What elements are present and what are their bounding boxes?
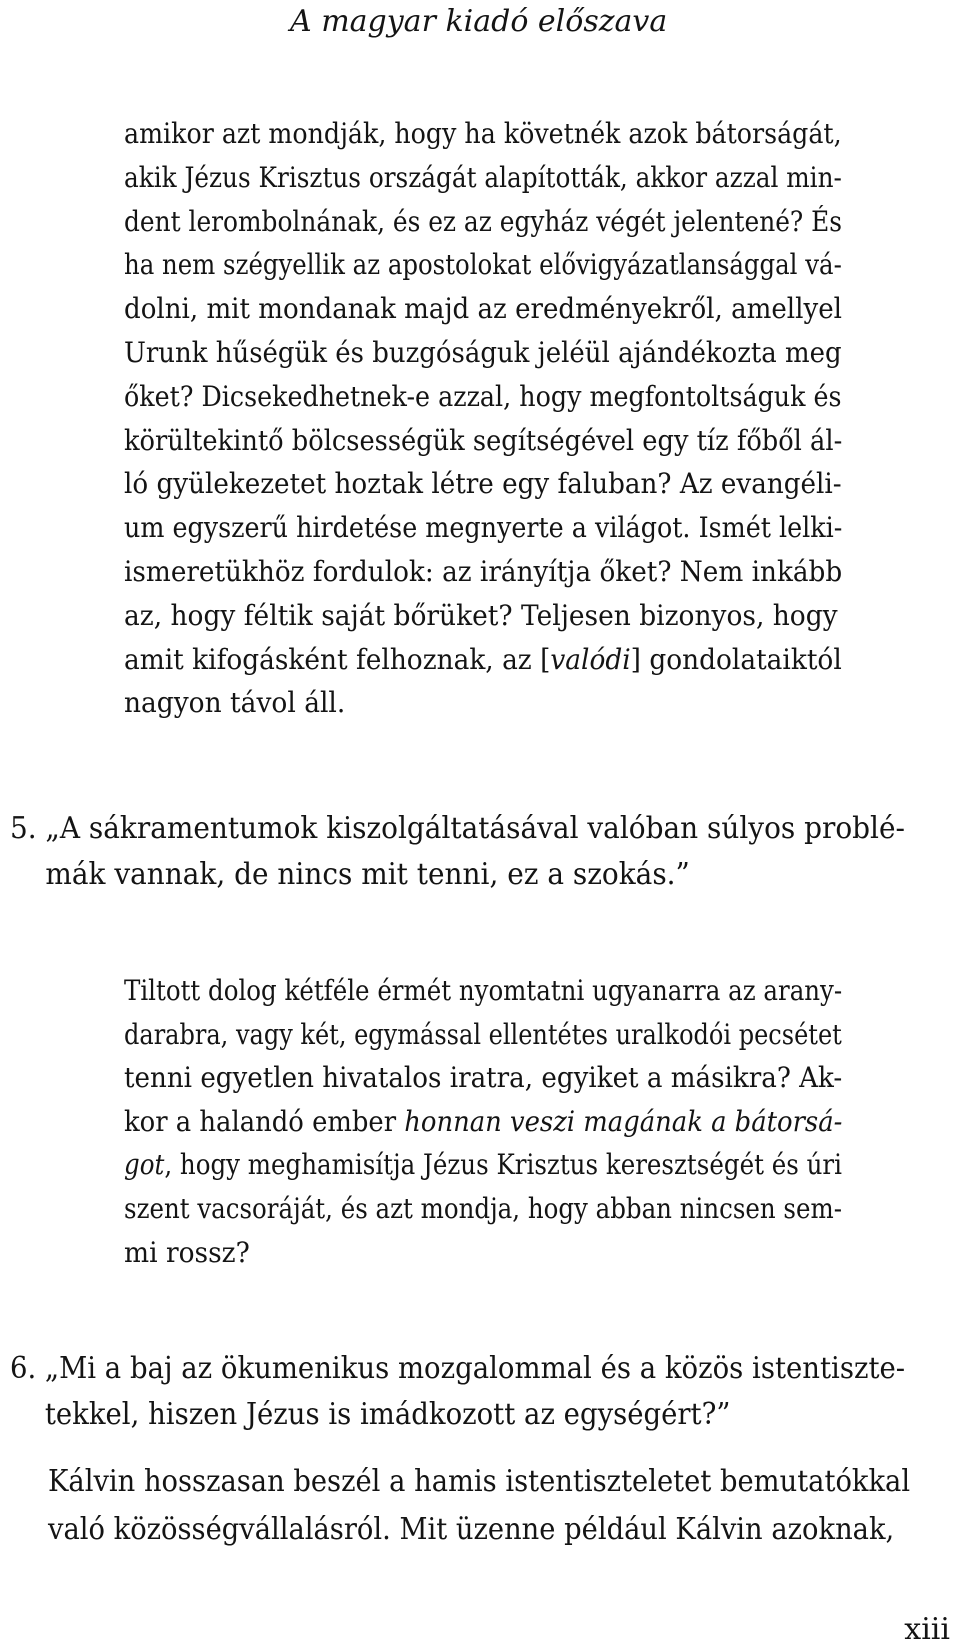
page-number: xiii xyxy=(904,1612,950,1647)
paragraph-line: Kálvin hosszasan beszél a hamis istentiszteletet bemutatókkal xyxy=(48,1464,911,1499)
question-text: „A sákramentumok kiszolgáltatásával valóban súlyos problé- xyxy=(45,811,905,846)
quote-line: darabra, vagy két, egymással ellentétes uralkodói pecsétet xyxy=(124,1017,842,1051)
item-number: 6. xyxy=(10,1351,37,1386)
body-paragraph xyxy=(48,1458,960,1554)
quote-line xyxy=(124,1143,842,1187)
quote-line: Tiltott dolog kétféle érmét nyomtatni ugyanarra az arany- xyxy=(124,974,843,1007)
question-line: tekkel, hiszen Jézus is imádkozott az egységért?” xyxy=(44,1397,731,1432)
quote-line: Urunk hűségük és buzgóságuk jeléül ajándékozta meg xyxy=(124,335,842,369)
item-number: 5. xyxy=(10,811,37,846)
block-quote xyxy=(124,969,884,1274)
quote-text: , hogy meghamisítja Jézus Krisztus keresztségét és úri xyxy=(164,1148,842,1182)
quote-line: szent vacsoráját, és azt mondja, hogy abban nincsen sem- xyxy=(124,1191,842,1225)
quote-line: um egyszerű hirdetése megnyerte a világot. Ismét lelki- xyxy=(124,511,843,545)
quote-line: körültekintő bölcsességük segítségével egy tíz főből ál- xyxy=(124,423,843,457)
quote-line: ló gyülekezetet hoztak létre egy faluban? Az evangéli- xyxy=(124,467,842,501)
quote-text: kor a halandó ember xyxy=(124,1104,405,1138)
quote-text: ] gondolataiktól xyxy=(630,642,842,676)
quote-line: amikor azt mondják, hogy ha követnék azok bátorságát, xyxy=(124,117,842,150)
question-line: mák vannak, de nincs mit tenni, ez a szokás.” xyxy=(45,857,690,892)
question-line xyxy=(10,806,905,852)
quote-line: őket? Dicsekedhetnek-e azzal, hogy megfontoltságuk és xyxy=(124,379,842,413)
paragraph-line: való közösségvállalásról. Mit üzenne például Kálvin azoknak, xyxy=(48,1512,895,1547)
quote-line: dolni, mit mondanak majd az eredményekről, amellyel xyxy=(124,292,843,326)
question-text: „Mi a baj az ökumenikus mozgalommal és a közös istentiszte- xyxy=(44,1351,906,1386)
quote-line: ha nem szégyellik az apostolokat elővigyázatlansággal vá- xyxy=(124,248,842,282)
block-quote xyxy=(124,112,884,725)
quote-line: tenni egyetlen hivatalos iratra, egyiket a másikra? Ak- xyxy=(124,1061,843,1095)
numbered-question-5 xyxy=(10,806,960,898)
question-line xyxy=(10,1346,905,1392)
quote-line xyxy=(124,638,840,682)
italic-word: valódi xyxy=(550,642,631,676)
quote-text: amit kifogásként felhoznak, az [ xyxy=(124,642,551,676)
running-head: A magyar kiadó előszava xyxy=(290,4,668,39)
quote-line: dent lerombolnának, és ez az egyház végét jelentené? És xyxy=(124,204,843,238)
quote-line xyxy=(124,1100,843,1144)
italic-phrase: honnan veszi magának a bátorsá- xyxy=(404,1104,843,1138)
quote-line: akik Jézus Krisztus országát alapították, akkor azzal min- xyxy=(124,160,842,194)
quote-line: az, hogy féltik saját bőrüket? Teljesen bizonyos, hogy xyxy=(124,598,838,632)
quote-line: nagyon távol áll. xyxy=(124,686,346,720)
numbered-question-6 xyxy=(10,1346,960,1438)
quote-line: ismeretükhöz fordulok: az irányítja őket? Nem inkább xyxy=(124,554,843,588)
quote-line: mi rossz? xyxy=(124,1235,250,1269)
italic-phrase: got xyxy=(124,1148,165,1182)
